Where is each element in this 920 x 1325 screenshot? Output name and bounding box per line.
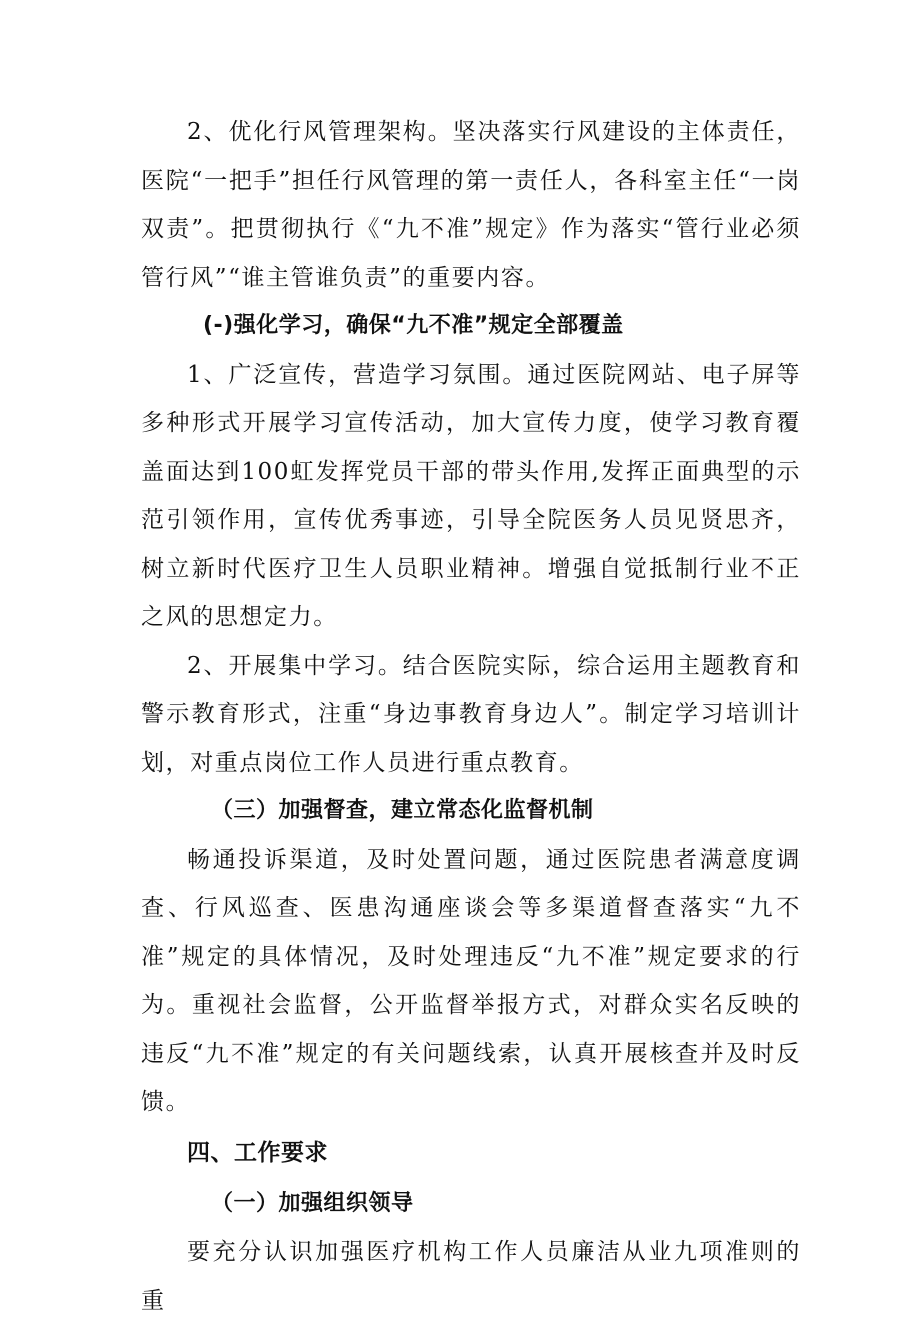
paragraph-publicity: 1、广泛宣传，营造学习氛围。通过医院网站、电子屏等多种形式开展学习宣传活动，加大宣传力度，使学习教育覆盖面达到100虹发挥党员干部的带头作用,发挥正面典型的示范引领作用，宣传优秀事迹，引导全院医务人员见贤思齐，树立新时代医疗卫生人员职业精神。增强自觉抵制行业不正之风的思想定力。 [141, 361, 801, 630]
section-heading-supervision: （三）加强督查，建立常态化监督机制 [211, 798, 594, 823]
paragraph-optimize-management: 2、优化行风管理架构。坚决落实行风建设的主体责任，医院“一把手”担任行风管理的第一责任人，各科室主任“一岗双责”。把贯彻执行《“九不准”规定》作为落实“管行业必须管行风”“谁主管谁负责”的重要内容。 [141, 119, 801, 291]
section-heading-work-requirements: 四、工作要求 [187, 1139, 328, 1166]
paragraph-complaint-channels: 畅通投诉渠道，及时处置问题，通过医院患者满意度调查、行风巡查、医患沟通座谈会等多渠道督查落实“九不准”规定的具体情况，及时处理违反“九不准”规定要求的行为。重视社会监督，公开监督举报方式，对群众实名反映的违反“九不准”规定的有关问题线索，认真开展核查并及时反馈。 [141, 846, 801, 1115]
document-body [141, 108, 801, 1325]
section-heading-strengthen-study: (-)强化学习，确保“九不准”规定全部覆盖 [203, 313, 624, 338]
paragraph-full-understanding: 要充分认识加强医疗机构工作人员廉洁从业九项准则的重 [141, 1239, 801, 1314]
paragraph-centralized-study: 2、开展集中学习。结合医院实际，综合运用主题教育和警示教育形式，注重“身边事教育身边人”。制定学习培训计划，对重点岗位工作人员进行重点教育。 [141, 652, 801, 776]
section-heading-organization-leadership: （一）加强组织领导 [211, 1190, 414, 1216]
